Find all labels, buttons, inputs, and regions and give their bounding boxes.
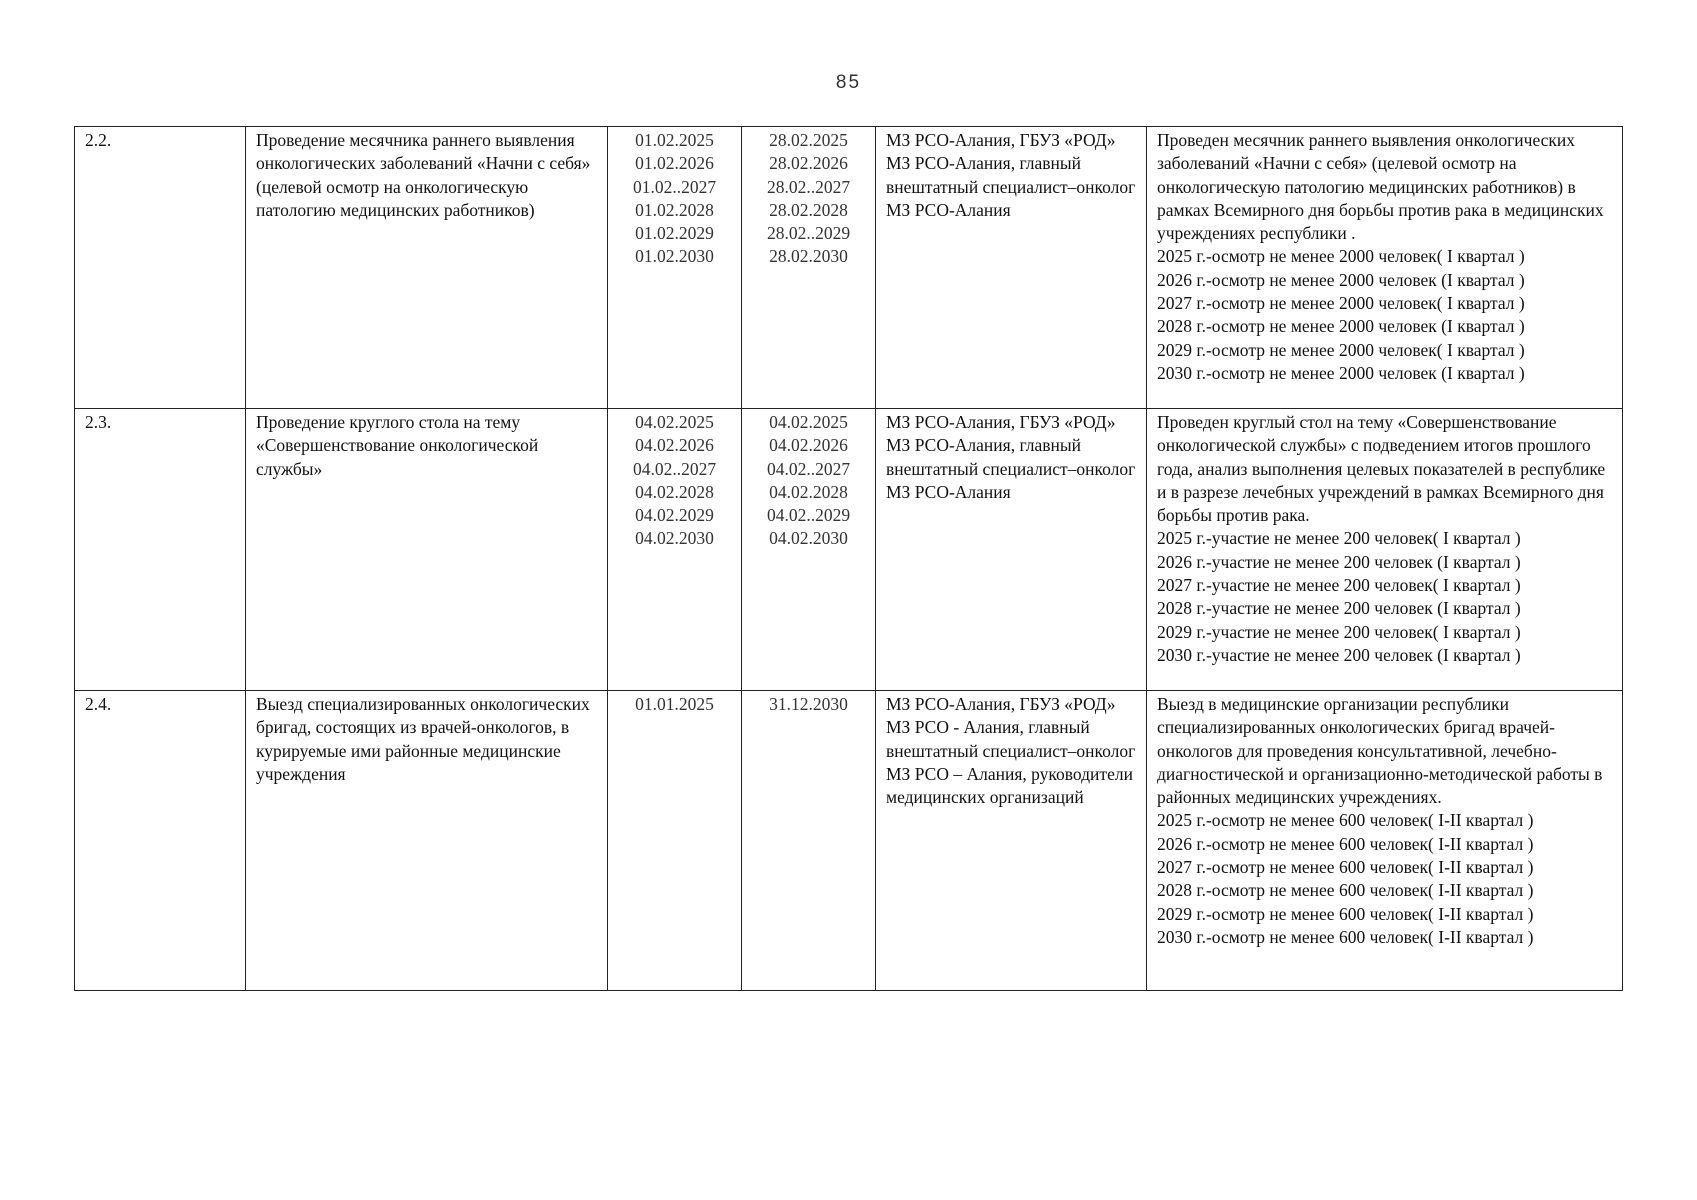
- result-line: 2028 г.-участие не менее 200 человек (I квартал ): [1157, 598, 1521, 619]
- result-description: Выезд в медицинские организации республики специализированных онкологических бригад врачей-онкологов для проведения консультативной, лечебно-диагностической и организационно-методической работы в районных медицинских учреждениях.: [1157, 694, 1603, 808]
- result-description: Проведен круглый стол на тему «Совершенствование онкологической службы» с подведением итогов прошлого года, анализ выполнения целевых показателей в республике и в разрезе лечебных учреждений в рамках Всемирного дня борьбы против рака.: [1157, 412, 1606, 526]
- result-line: 2030 г.-осмотр не менее 600 человек( I-II квартал ): [1157, 926, 1534, 947]
- item-number: 2.4.: [75, 691, 246, 991]
- start-date: 01.02.2026: [635, 153, 714, 174]
- result-line: 2026 г.-осмотр не менее 600 человек( I-II квартал ): [1157, 833, 1534, 854]
- start-dates: [608, 409, 742, 691]
- start-dates: [608, 127, 742, 409]
- result-line: 2030 г.-осмотр не менее 2000 человек (I квартал ): [1157, 362, 1525, 383]
- end-dates: [742, 127, 876, 409]
- end-date: 04.02..2029: [766, 505, 851, 526]
- start-date: 04.02.2030: [635, 528, 714, 549]
- result-line: 2026 г.-осмотр не менее 2000 человек (I квартал ): [1157, 269, 1525, 290]
- table-row: [75, 409, 1623, 691]
- result-line: 2029 г.-осмотр не менее 2000 человек( I квартал ): [1157, 339, 1525, 360]
- start-date: 04.02.2026: [635, 435, 714, 456]
- end-date: 04.02.2030: [769, 528, 848, 549]
- start-dates: [608, 691, 742, 991]
- responsible: МЗ РСО-Алания, ГБУЗ «РОД» МЗ РСО - Алания, главный внештатный специалист–онколог МЗ РСО – Алания, руководители медицинских организаций: [876, 691, 1147, 991]
- end-date: 28.02..2027: [766, 176, 851, 197]
- item-number: 2.2.: [75, 127, 246, 409]
- start-date: 01.02.2029: [635, 223, 714, 244]
- end-date: 04.02.2026: [769, 435, 848, 456]
- start-date: 04.02.2029: [635, 505, 714, 526]
- item-number: 2.3.: [75, 409, 246, 691]
- end-dates: [742, 409, 876, 691]
- result-line: 2028 г.-осмотр не менее 2000 человек (I квартал ): [1157, 316, 1525, 337]
- result-line: 2025 г.-осмотр не менее 2000 человек( I квартал ): [1157, 246, 1525, 267]
- end-date: 28.02..2029: [766, 223, 851, 244]
- end-date: 28.02.2025: [769, 130, 848, 150]
- responsible: МЗ РСО-Алания, ГБУЗ «РОД» МЗ РСО-Алания, главный внештатный специалист–онколог МЗ РСО-Алания: [876, 409, 1147, 691]
- start-date: 04.02.2025: [635, 412, 714, 432]
- end-date: 04.02.2025: [769, 412, 848, 432]
- end-date: 04.02.2028: [769, 481, 848, 502]
- end-dates: [742, 691, 876, 991]
- start-date: 01.01.2025: [635, 694, 714, 714]
- end-date: 28.02.2028: [769, 199, 848, 220]
- table-row: [75, 127, 1623, 409]
- expected-result: [1147, 127, 1623, 409]
- start-date: 04.02.2028: [635, 481, 714, 502]
- start-date: 04.02..2027: [632, 458, 717, 479]
- expected-result: [1147, 691, 1623, 991]
- plan-table: [74, 126, 1623, 991]
- result-line: 2026 г.-участие не менее 200 человек (I квартал ): [1157, 551, 1521, 572]
- event-name: Проведение круглого стола на тему «Совершенствование онкологической службы»: [246, 409, 608, 691]
- result-line: 2029 г.-осмотр не менее 600 человек( I-II квартал ): [1157, 903, 1534, 924]
- event-name: Проведение месячника раннего выявления онкологических заболеваний «Начни с себя» (целевой осмотр на онкологическую патологию медицинских работников): [246, 127, 608, 409]
- table-row: [75, 691, 1623, 991]
- result-description: Проведен месячник раннего выявления онкологических заболеваний «Начни с себя» (целевой осмотр на онкологическую патологию медицинских работников) в рамках Всемирного дня борьбы против рака в медицинских учреждениях республики .: [1157, 130, 1604, 244]
- end-date: 28.02.2030: [769, 246, 848, 267]
- result-line: 2030 г.-участие не менее 200 человек (I квартал ): [1157, 644, 1521, 665]
- event-name: Выезд специализированных онкологических бригад, состоящих из врачей-онкологов, в курируемые ими районные медицинские учреждения: [246, 691, 608, 991]
- expected-result: [1147, 409, 1623, 691]
- end-date: 31.12.2030: [769, 694, 848, 714]
- start-date: 01.02..2027: [632, 176, 717, 197]
- start-date: 01.02.2028: [635, 199, 714, 220]
- result-line: 2028 г.-осмотр не менее 600 человек( I-II квартал ): [1157, 880, 1534, 901]
- result-line: 2025 г.-осмотр не менее 600 человек( I-II квартал ): [1157, 810, 1534, 831]
- result-line: 2027 г.-осмотр не менее 600 человек( I-II квартал ): [1157, 857, 1534, 878]
- result-line: 2025 г.-участие не менее 200 человек( I квартал ): [1157, 528, 1521, 549]
- start-date: 01.02.2025: [635, 130, 714, 150]
- end-date: 28.02.2026: [769, 153, 848, 174]
- result-line: 2029 г.-участие не менее 200 человек( I квартал ): [1157, 621, 1521, 642]
- start-date: 01.02.2030: [635, 246, 714, 267]
- responsible: МЗ РСО-Алания, ГБУЗ «РОД» МЗ РСО-Алания, главный внештатный специалист–онколог МЗ РСО-Алания: [876, 127, 1147, 409]
- result-line: 2027 г.-участие не менее 200 человек( I квартал ): [1157, 575, 1521, 596]
- page-number: 85: [835, 72, 862, 93]
- result-line: 2027 г.-осмотр не менее 2000 человек( I квартал ): [1157, 293, 1525, 314]
- end-date: 04.02..2027: [766, 458, 851, 479]
